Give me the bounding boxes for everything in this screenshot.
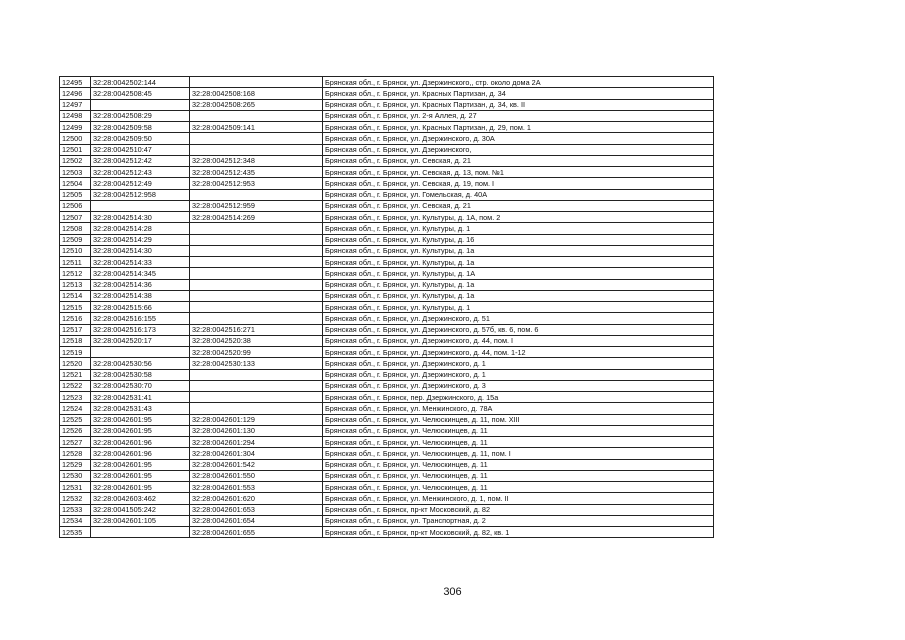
cadastral-number-cell: 32:28:0042512:49 [91,178,190,189]
address-cell: Брянская обл., г. Брянск, ул. Челюскинцев, д. 11 [323,470,714,481]
table-row [60,324,714,335]
cadastral-number-cell: 32:28:0042530:56 [91,358,190,369]
row-number-cell: 12527 [60,437,91,448]
row-number-cell: 12499 [60,122,91,133]
cadastral-number-cell: 32:28:0042601:96 [91,448,190,459]
table-row [60,482,714,493]
table-row [60,223,714,234]
row-number-cell: 12498 [60,110,91,121]
table-row [60,212,714,223]
table-row [60,369,714,380]
table-row [60,527,714,538]
cadastral-number-cell [91,527,190,538]
related-cadastral-number-cell [190,279,323,290]
table-row [60,335,714,346]
row-number-cell: 12530 [60,470,91,481]
address-cell: Брянская обл., г. Брянск, ул. Гомельская, д. 40А [323,189,714,200]
address-cell: Брянская обл., г. Брянск, ул. Челюскинцев, д. 11 [323,482,714,493]
address-cell: Брянская обл., г. Брянск, ул. Культуры, д. 1А, пом. 2 [323,212,714,223]
address-cell: Брянская обл., г. Брянск, ул. Транспортная, д. 2 [323,515,714,526]
row-number-cell: 12505 [60,189,91,200]
row-number-cell: 12509 [60,234,91,245]
related-cadastral-number-cell [190,380,323,391]
related-cadastral-number-cell [190,144,323,155]
row-number-cell: 12535 [60,527,91,538]
address-cell: Брянская обл., г. Брянск, ул. Челюскинцев, д. 11, пом. XIII [323,414,714,425]
address-cell: Брянская обл., г. Брянск, ул. Культуры, д. 1а [323,290,714,301]
related-cadastral-number-cell [190,369,323,380]
related-cadastral-number-cell: 32:28:0042512:959 [190,200,323,211]
table-row [60,302,714,313]
address-cell: Брянская обл., г. Брянск, ул. Дзержинского, д. 1 [323,358,714,369]
table-row [60,403,714,414]
address-cell: Брянская обл., г. Брянск, ул. Дзержинского, д. 44, пом. 1-12 [323,347,714,358]
row-number-cell: 12512 [60,268,91,279]
row-number-cell: 12504 [60,178,91,189]
row-number-cell: 12533 [60,504,91,515]
table-row [60,99,714,110]
address-cell: Брянская обл., г. Брянск, ул. Дзержинского, д. 44, пом. I [323,335,714,346]
table-row [60,178,714,189]
related-cadastral-number-cell: 32:28:0042601:620 [190,493,323,504]
row-number-cell: 12520 [60,358,91,369]
row-number-cell: 12519 [60,347,91,358]
cadastral-number-cell: 32:28:0042601:95 [91,459,190,470]
table-row [60,347,714,358]
row-number-cell: 12508 [60,223,91,234]
related-cadastral-number-cell [190,110,323,121]
address-cell: Брянская обл., г. Брянск, ул. Челюскинцев, д. 11, пом. I [323,448,714,459]
row-number-cell: 12495 [60,77,91,88]
row-number-cell: 12515 [60,302,91,313]
cadastral-number-cell: 32:28:0042514:30 [91,212,190,223]
row-number-cell: 12532 [60,493,91,504]
cadastral-number-cell: 32:28:0042502:144 [91,77,190,88]
address-cell: Брянская обл., г. Брянск, ул. Красных Партизан, д. 34, кв. II [323,99,714,110]
cadastral-number-cell: 32:28:0042514:38 [91,290,190,301]
row-number-cell: 12501 [60,144,91,155]
table-row [60,155,714,166]
cadastral-number-cell [91,200,190,211]
address-cell: Брянская обл., г. Брянск, пр-кт Московский, д. 82, кв. 1 [323,527,714,538]
cadastral-number-cell: 32:28:0042515:66 [91,302,190,313]
cadastral-number-cell: 32:28:0042516:173 [91,324,190,335]
address-cell: Брянская обл., г. Брянск, ул. Севская, д. 21 [323,200,714,211]
address-cell: Брянская обл., г. Брянск, ул. Челюскинцев, д. 11 [323,437,714,448]
row-number-cell: 12502 [60,155,91,166]
related-cadastral-number-cell: 32:28:0042601:653 [190,504,323,515]
related-cadastral-number-cell [190,234,323,245]
address-cell: Брянская обл., г. Брянск, ул. Дзержинского,, стр. около дома 2А [323,77,714,88]
table-row [60,110,714,121]
related-cadastral-number-cell [190,302,323,313]
related-cadastral-number-cell [190,77,323,88]
cadastral-number-cell [91,347,190,358]
table-row [60,459,714,470]
table-row [60,268,714,279]
row-number-cell: 12507 [60,212,91,223]
cadastral-number-cell: 32:28:0042509:50 [91,133,190,144]
cadastral-number-cell: 32:28:0042530:70 [91,380,190,391]
row-number-cell: 12511 [60,257,91,268]
related-cadastral-number-cell: 32:28:0042601:542 [190,459,323,470]
address-cell: Брянская обл., г. Брянск, ул. Дзержинского, д. 1 [323,369,714,380]
table-row [60,122,714,133]
table-row [60,493,714,504]
related-cadastral-number-cell [190,313,323,324]
related-cadastral-number-cell: 32:28:0042512:348 [190,155,323,166]
table-row [60,167,714,178]
related-cadastral-number-cell: 32:28:0042601:550 [190,470,323,481]
cadastral-number-cell: 32:28:0042512:958 [91,189,190,200]
related-cadastral-number-cell: 32:28:0042601:129 [190,414,323,425]
address-cell: Брянская обл., г. Брянск, ул. Культуры, д. 1а [323,245,714,256]
table-row [60,257,714,268]
address-cell: Брянская обл., г. Брянск, ул. Дзержинского, д. 30А [323,133,714,144]
address-cell: Брянская обл., г. Брянск, пер. Дзержинского, д. 15а [323,392,714,403]
cadastral-number-cell: 32:28:0042601:96 [91,437,190,448]
table-row [60,515,714,526]
related-cadastral-number-cell: 32:28:0042601:130 [190,425,323,436]
register-table-body [60,77,714,538]
cadastral-number-cell: 32:28:0042514:28 [91,223,190,234]
related-cadastral-number-cell: 32:28:0042508:265 [190,99,323,110]
address-cell: Брянская обл., г. Брянск, ул. 2-я Аллея, д. 27 [323,110,714,121]
row-number-cell: 12523 [60,392,91,403]
address-cell: Брянская обл., г. Брянск, ул. Менжинского, д. 78А [323,403,714,414]
row-number-cell: 12516 [60,313,91,324]
table-row [60,504,714,515]
address-cell: Брянская обл., г. Брянск, ул. Севская, д. 13, пом. №1 [323,167,714,178]
row-number-cell: 12500 [60,133,91,144]
address-cell: Брянская обл., г. Брянск, ул. Менжинского, д. 1, пом. II [323,493,714,504]
related-cadastral-number-cell: 32:28:0042601:304 [190,448,323,459]
table-row [60,133,714,144]
cadastral-number-cell [91,99,190,110]
address-cell: Брянская обл., г. Брянск, ул. Севская, д. 21 [323,155,714,166]
related-cadastral-number-cell [190,133,323,144]
table-row [60,77,714,88]
address-cell: Брянская обл., г. Брянск, ул. Челюскинцев, д. 11 [323,425,714,436]
related-cadastral-number-cell: 32:28:0042601:553 [190,482,323,493]
address-cell: Брянская обл., г. Брянск, ул. Культуры, д. 1 [323,302,714,313]
row-number-cell: 12522 [60,380,91,391]
table-row [60,234,714,245]
table-row [60,313,714,324]
address-cell: Брянская обл., г. Брянск, ул. Челюскинцев, д. 11 [323,459,714,470]
cadastral-number-cell: 32:28:0042531:41 [91,392,190,403]
table-row [60,448,714,459]
cadastral-number-cell: 32:28:0042531:43 [91,403,190,414]
cadastral-number-cell: 32:28:0042512:42 [91,155,190,166]
address-cell: Брянская обл., г. Брянск, пр-кт Московский, д. 82 [323,504,714,515]
related-cadastral-number-cell: 32:28:0042512:953 [190,178,323,189]
address-cell: Брянская обл., г. Брянск, ул. Дзержинского, [323,144,714,155]
table-row [60,392,714,403]
cadastral-number-cell: 32:28:0042603:462 [91,493,190,504]
cadastral-number-cell: 32:28:0042514:33 [91,257,190,268]
cadastral-number-cell: 32:28:0042520:17 [91,335,190,346]
row-number-cell: 12524 [60,403,91,414]
row-number-cell: 12526 [60,425,91,436]
cadastral-number-cell: 32:28:0042601:95 [91,482,190,493]
related-cadastral-number-cell [190,189,323,200]
cadastral-number-cell: 32:28:0042516:155 [91,313,190,324]
cadastral-number-cell: 32:28:0042601:95 [91,414,190,425]
table-row [60,425,714,436]
related-cadastral-number-cell: 32:28:0042520:99 [190,347,323,358]
table-row [60,200,714,211]
row-number-cell: 12528 [60,448,91,459]
address-cell: Брянская обл., г. Брянск, ул. Красных Партизан, д. 34 [323,88,714,99]
table-row [60,380,714,391]
cadastral-number-cell: 32:28:0041505:242 [91,504,190,515]
table-row [60,245,714,256]
row-number-cell: 12518 [60,335,91,346]
related-cadastral-number-cell: 32:28:0042514:269 [190,212,323,223]
related-cadastral-number-cell [190,392,323,403]
row-number-cell: 12529 [60,459,91,470]
cadastral-number-cell: 32:28:0042508:29 [91,110,190,121]
row-number-cell: 12496 [60,88,91,99]
table-row [60,437,714,448]
table-row [60,414,714,425]
address-cell: Брянская обл., г. Брянск, ул. Красных Партизан, д. 29, пом. 1 [323,122,714,133]
related-cadastral-number-cell [190,268,323,279]
related-cadastral-number-cell [190,257,323,268]
cadastral-number-cell: 32:28:0042508:45 [91,88,190,99]
address-cell: Брянская обл., г. Брянск, ул. Культуры, д. 1 [323,223,714,234]
related-cadastral-number-cell: 32:28:0042520:38 [190,335,323,346]
row-number-cell: 12531 [60,482,91,493]
row-number-cell: 12514 [60,290,91,301]
row-number-cell: 12534 [60,515,91,526]
cadastral-number-cell: 32:28:0042514:30 [91,245,190,256]
address-cell: Брянская обл., г. Брянск, ул. Культуры, д. 1а [323,279,714,290]
address-cell: Брянская обл., г. Брянск, ул. Дзержинского, д. 51 [323,313,714,324]
row-number-cell: 12510 [60,245,91,256]
cadastral-number-cell: 32:28:0042601:105 [91,515,190,526]
address-cell: Брянская обл., г. Брянск, ул. Севская, д. 19, пом. I [323,178,714,189]
cadastral-number-cell: 32:28:0042512:43 [91,167,190,178]
cadastral-number-cell: 32:28:0042530:58 [91,369,190,380]
table-row [60,88,714,99]
related-cadastral-number-cell: 32:28:0042508:168 [190,88,323,99]
row-number-cell: 12521 [60,369,91,380]
table-row [60,358,714,369]
table-row [60,290,714,301]
cadastral-number-cell: 32:28:0042601:95 [91,425,190,436]
related-cadastral-number-cell: 32:28:0042516:271 [190,324,323,335]
cadastral-number-cell: 32:28:0042514:36 [91,279,190,290]
row-number-cell: 12506 [60,200,91,211]
address-cell: Брянская обл., г. Брянск, ул. Дзержинского, д. 57б, кв. 6, пом. 6 [323,324,714,335]
address-cell: Брянская обл., г. Брянск, ул. Дзержинского, д. 3 [323,380,714,391]
table-row [60,279,714,290]
related-cadastral-number-cell: 32:28:0042512:435 [190,167,323,178]
register-table [59,76,714,538]
table-row [60,144,714,155]
related-cadastral-number-cell: 32:28:0042530:133 [190,358,323,369]
row-number-cell: 12497 [60,99,91,110]
cadastral-number-cell: 32:28:0042601:95 [91,470,190,481]
cadastral-number-cell: 32:28:0042509:58 [91,122,190,133]
address-cell: Брянская обл., г. Брянск, ул. Культуры, д. 1А [323,268,714,279]
address-cell: Брянская обл., г. Брянск, ул. Культуры, д. 16 [323,234,714,245]
table-row [60,189,714,200]
cadastral-number-cell: 32:28:0042510:47 [91,144,190,155]
row-number-cell: 12503 [60,167,91,178]
related-cadastral-number-cell: 32:28:0042601:654 [190,515,323,526]
address-cell: Брянская обл., г. Брянск, ул. Культуры, д. 1а [323,257,714,268]
related-cadastral-number-cell: 32:28:0042601:655 [190,527,323,538]
page-number: 306 [443,586,462,598]
table-row [60,470,714,481]
row-number-cell: 12525 [60,414,91,425]
related-cadastral-number-cell: 32:28:0042601:294 [190,437,323,448]
related-cadastral-number-cell [190,403,323,414]
related-cadastral-number-cell [190,290,323,301]
row-number-cell: 12513 [60,279,91,290]
related-cadastral-number-cell [190,245,323,256]
row-number-cell: 12517 [60,324,91,335]
cadastral-number-cell: 32:28:0042514:29 [91,234,190,245]
related-cadastral-number-cell [190,223,323,234]
related-cadastral-number-cell: 32:28:0042509:141 [190,122,323,133]
cadastral-number-cell: 32:28:0042514:345 [91,268,190,279]
